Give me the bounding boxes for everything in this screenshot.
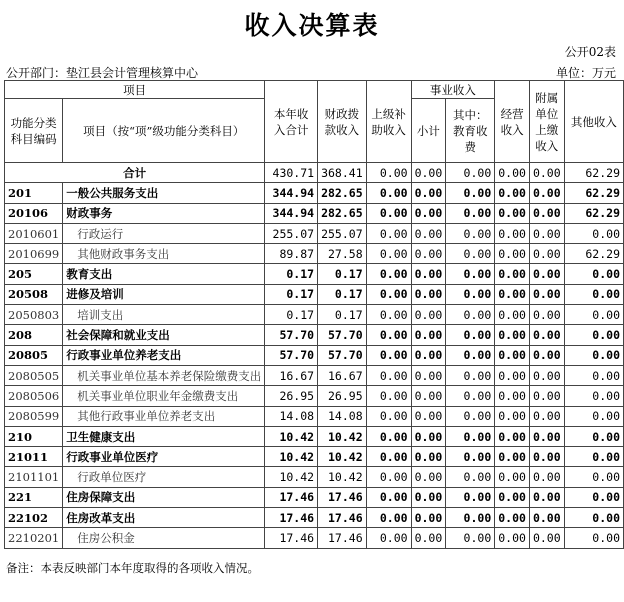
total-cell: 430.71 [265,163,318,183]
row-value: 0.00 [495,345,530,365]
row-value: 17.46 [318,508,367,528]
row-value: 0.00 [366,386,411,406]
total-cell: 62.29 [564,163,623,183]
row-value: 0.00 [366,426,411,446]
unit-label: 单位：万元 [555,66,616,80]
row-value: 0.00 [411,447,446,467]
row-value: 0.00 [411,386,446,406]
header-operating: 经营收入 [495,81,530,163]
row-value: 0.00 [411,528,446,548]
row-value: 0.00 [411,203,446,223]
row-code: 208 [5,325,63,345]
row-code: 20106 [5,203,63,223]
row-value: 0.00 [411,345,446,365]
row-value: 0.00 [366,467,411,487]
table-row [5,426,624,446]
row-code: 2080506 [5,386,63,406]
row-value: 0.00 [446,447,495,467]
table-row [5,223,624,243]
row-value: 0.00 [529,284,564,304]
row-value: 0.00 [529,406,564,426]
row-value: 0.00 [411,467,446,487]
row-value: 0.00 [495,365,530,385]
row-value: 0.00 [495,426,530,446]
row-code: 22102 [5,508,63,528]
row-value: 0.00 [529,386,564,406]
row-name: 机关事业单位职业年金缴费支出 [63,386,265,406]
row-value: 10.42 [265,447,318,467]
row-name: 行政单位医疗 [63,467,265,487]
row-value: 0.00 [495,406,530,426]
row-name: 财政事务 [63,203,265,223]
row-value: 255.07 [265,223,318,243]
row-value: 0.00 [411,325,446,345]
row-value: 0.00 [411,244,446,264]
table-row [5,203,624,223]
income-table [4,80,624,549]
header-code: 功能分类科目编码 [5,99,63,163]
row-value: 0.00 [564,264,623,284]
row-name: 教育支出 [63,264,265,284]
row-value: 0.00 [495,325,530,345]
row-name: 其他财政事务支出 [63,244,265,264]
row-value: 0.00 [564,508,623,528]
row-name: 卫生健康支出 [63,426,265,446]
row-value: 10.42 [318,467,367,487]
row-value: 0.00 [446,426,495,446]
total-cell: 0.00 [495,163,530,183]
row-value: 0.00 [446,406,495,426]
row-value: 0.00 [529,365,564,385]
row-value: 0.00 [411,264,446,284]
row-value: 0.00 [495,223,530,243]
row-value: 0.00 [446,386,495,406]
table-row [5,467,624,487]
row-code: 210 [5,426,63,446]
department-label: 公开部门：垫江县会计管理核算中心 [6,66,199,80]
row-value: 0.00 [446,203,495,223]
row-value: 10.42 [318,426,367,446]
row-value: 27.58 [318,244,367,264]
row-value: 0.00 [366,345,411,365]
row-value: 255.07 [318,223,367,243]
row-code: 2101101 [5,467,63,487]
row-value: 0.00 [495,487,530,507]
table-row [5,528,624,548]
row-value: 0.00 [411,406,446,426]
row-value: 57.70 [318,345,367,365]
row-value: 0.00 [495,305,530,325]
row-value: 0.00 [446,183,495,203]
row-value: 0.00 [529,508,564,528]
row-value: 0.00 [366,203,411,223]
row-value: 26.95 [318,386,367,406]
row-value: 0.00 [495,244,530,264]
row-value: 0.00 [446,487,495,507]
form-number: 公开02表 [564,45,616,59]
row-code: 20508 [5,284,63,304]
row-name: 培训支出 [63,305,265,325]
row-value: 0.00 [366,264,411,284]
row-value: 0.00 [446,365,495,385]
row-value: 0.00 [495,264,530,284]
row-value: 0.00 [529,528,564,548]
row-name: 行政运行 [63,223,265,243]
row-name: 社会保障和就业支出 [63,325,265,345]
table-row [5,386,624,406]
header-total-income: 本年收入合计 [265,81,318,163]
table-row [5,447,624,467]
row-value: 17.46 [265,487,318,507]
row-value: 0.00 [366,508,411,528]
header-affiliated: 附属单位上缴收入 [529,81,564,163]
total-cell: 0.00 [529,163,564,183]
row-value: 0.00 [529,345,564,365]
row-value: 0.00 [446,284,495,304]
row-value: 0.00 [529,426,564,446]
total-cell: 368.41 [318,163,367,183]
row-value: 0.00 [529,223,564,243]
row-value: 0.00 [446,264,495,284]
row-value: 0.17 [265,305,318,325]
row-value: 0.17 [318,305,367,325]
table-row [5,345,624,365]
table-row [5,325,624,345]
row-value: 62.29 [564,244,623,264]
row-value: 0.00 [411,183,446,203]
total-cell: 0.00 [366,163,411,183]
row-value: 0.00 [564,365,623,385]
row-value: 0.00 [529,244,564,264]
row-value: 0.00 [366,183,411,203]
row-value: 0.00 [564,528,623,548]
row-name: 住房保障支出 [63,487,265,507]
row-value: 0.00 [529,264,564,284]
row-code: 2210201 [5,528,63,548]
header-subtotal: 小计 [411,99,446,163]
row-value: 0.00 [366,305,411,325]
row-value: 0.00 [411,284,446,304]
row-value: 17.46 [265,508,318,528]
row-value: 17.46 [318,487,367,507]
table-row [5,305,624,325]
row-name: 进修及培训 [63,284,265,304]
row-value: 0.17 [318,264,367,284]
row-value: 0.00 [446,508,495,528]
row-value: 0.00 [495,203,530,223]
row-value: 57.70 [318,325,367,345]
row-value: 0.00 [411,426,446,446]
row-value: 0.00 [411,305,446,325]
row-value: 0.00 [366,365,411,385]
row-value: 0.00 [495,447,530,467]
header-name: 项目（按“项”级功能分类科目） [63,99,265,163]
row-value: 10.42 [318,447,367,467]
total-label: 合计 [5,163,265,183]
table-row [5,406,624,426]
row-value: 0.00 [366,528,411,548]
row-value: 89.87 [265,244,318,264]
row-value: 344.94 [265,203,318,223]
row-value: 0.00 [564,386,623,406]
row-code: 2050803 [5,305,63,325]
row-code: 205 [5,264,63,284]
row-value: 0.00 [446,467,495,487]
row-value: 0.00 [446,244,495,264]
row-value: 0.00 [495,183,530,203]
row-value: 0.00 [366,284,411,304]
table-row [5,365,624,385]
row-value: 0.00 [529,467,564,487]
row-value: 0.00 [564,447,623,467]
row-value: 0.00 [495,467,530,487]
row-value: 0.00 [495,284,530,304]
row-value: 0.00 [366,223,411,243]
row-value: 0.00 [411,487,446,507]
row-code: 20805 [5,345,63,365]
row-value: 62.29 [564,183,623,203]
table-row [5,244,624,264]
header-item-group: 项目 [5,81,265,99]
row-value: 0.00 [495,528,530,548]
row-value: 14.08 [265,406,318,426]
row-value: 16.67 [318,365,367,385]
row-name: 住房改革支出 [63,508,265,528]
row-name: 行政事业单位养老支出 [63,345,265,365]
row-value: 0.00 [529,447,564,467]
header-superior-subsidy: 上级补助收入 [366,81,411,163]
total-row [5,163,624,183]
row-value: 0.00 [564,406,623,426]
total-cell: 0.00 [411,163,446,183]
header-fiscal: 财政拨款收入 [318,81,367,163]
row-value: 0.00 [366,406,411,426]
row-value: 10.42 [265,426,318,446]
row-value: 0.00 [564,284,623,304]
row-value: 0.00 [411,365,446,385]
row-value: 0.00 [446,223,495,243]
row-value: 0.00 [446,345,495,365]
row-name: 行政事业单位医疗 [63,447,265,467]
row-value: 0.00 [446,528,495,548]
row-name: 一般公共服务支出 [63,183,265,203]
row-name: 机关事业单位基本养老保险缴费支出 [63,365,265,385]
table-row [5,487,624,507]
row-value: 0.00 [564,426,623,446]
row-value: 344.94 [265,183,318,203]
total-cell: 0.00 [446,163,495,183]
footnote: 备注：本表反映部门本年度取得的各项收入情况。 [6,561,259,575]
row-value: 0.00 [366,325,411,345]
header-education-fee: 其中：教育收费 [446,99,495,163]
row-code: 2010601 [5,223,63,243]
row-value: 282.65 [318,183,367,203]
row-value: 0.00 [529,325,564,345]
row-value: 0.00 [564,305,623,325]
row-value: 0.00 [411,508,446,528]
row-value: 0.00 [564,325,623,345]
report-title: 收入决算表 [244,11,380,40]
row-value: 0.00 [366,447,411,467]
row-value: 57.70 [265,325,318,345]
row-value: 0.00 [446,305,495,325]
row-value: 0.00 [564,223,623,243]
row-value: 0.17 [265,284,318,304]
row-value: 0.00 [411,223,446,243]
row-value: 0.00 [495,508,530,528]
row-name: 其他行政事业单位养老支出 [63,406,265,426]
row-code: 2010699 [5,244,63,264]
row-value: 0.00 [529,183,564,203]
table-row [5,508,624,528]
row-value: 26.95 [265,386,318,406]
row-value: 0.00 [529,487,564,507]
row-value: 17.46 [318,528,367,548]
header-other: 其他收入 [564,81,623,163]
table-row [5,284,624,304]
row-value: 57.70 [265,345,318,365]
row-value: 0.00 [495,386,530,406]
row-value: 0.00 [529,305,564,325]
row-value: 10.42 [265,467,318,487]
row-value: 17.46 [265,528,318,548]
row-value: 0.00 [446,325,495,345]
row-value: 282.65 [318,203,367,223]
row-code: 221 [5,487,63,507]
row-value: 0.00 [366,487,411,507]
row-code: 2080599 [5,406,63,426]
table-row [5,264,624,284]
table-row [5,183,624,203]
row-value: 0.17 [265,264,318,284]
row-value: 0.00 [366,244,411,264]
row-code: 21011 [5,447,63,467]
row-value: 0.00 [529,203,564,223]
row-value: 16.67 [265,365,318,385]
row-value: 0.17 [318,284,367,304]
row-value: 0.00 [564,467,623,487]
row-code: 201 [5,183,63,203]
row-value: 0.00 [564,487,623,507]
row-value: 14.08 [318,406,367,426]
row-value: 62.29 [564,203,623,223]
header-business-group: 事业收入 [411,81,495,99]
row-code: 2080505 [5,365,63,385]
row-name: 住房公积金 [63,528,265,548]
row-value: 0.00 [564,345,623,365]
